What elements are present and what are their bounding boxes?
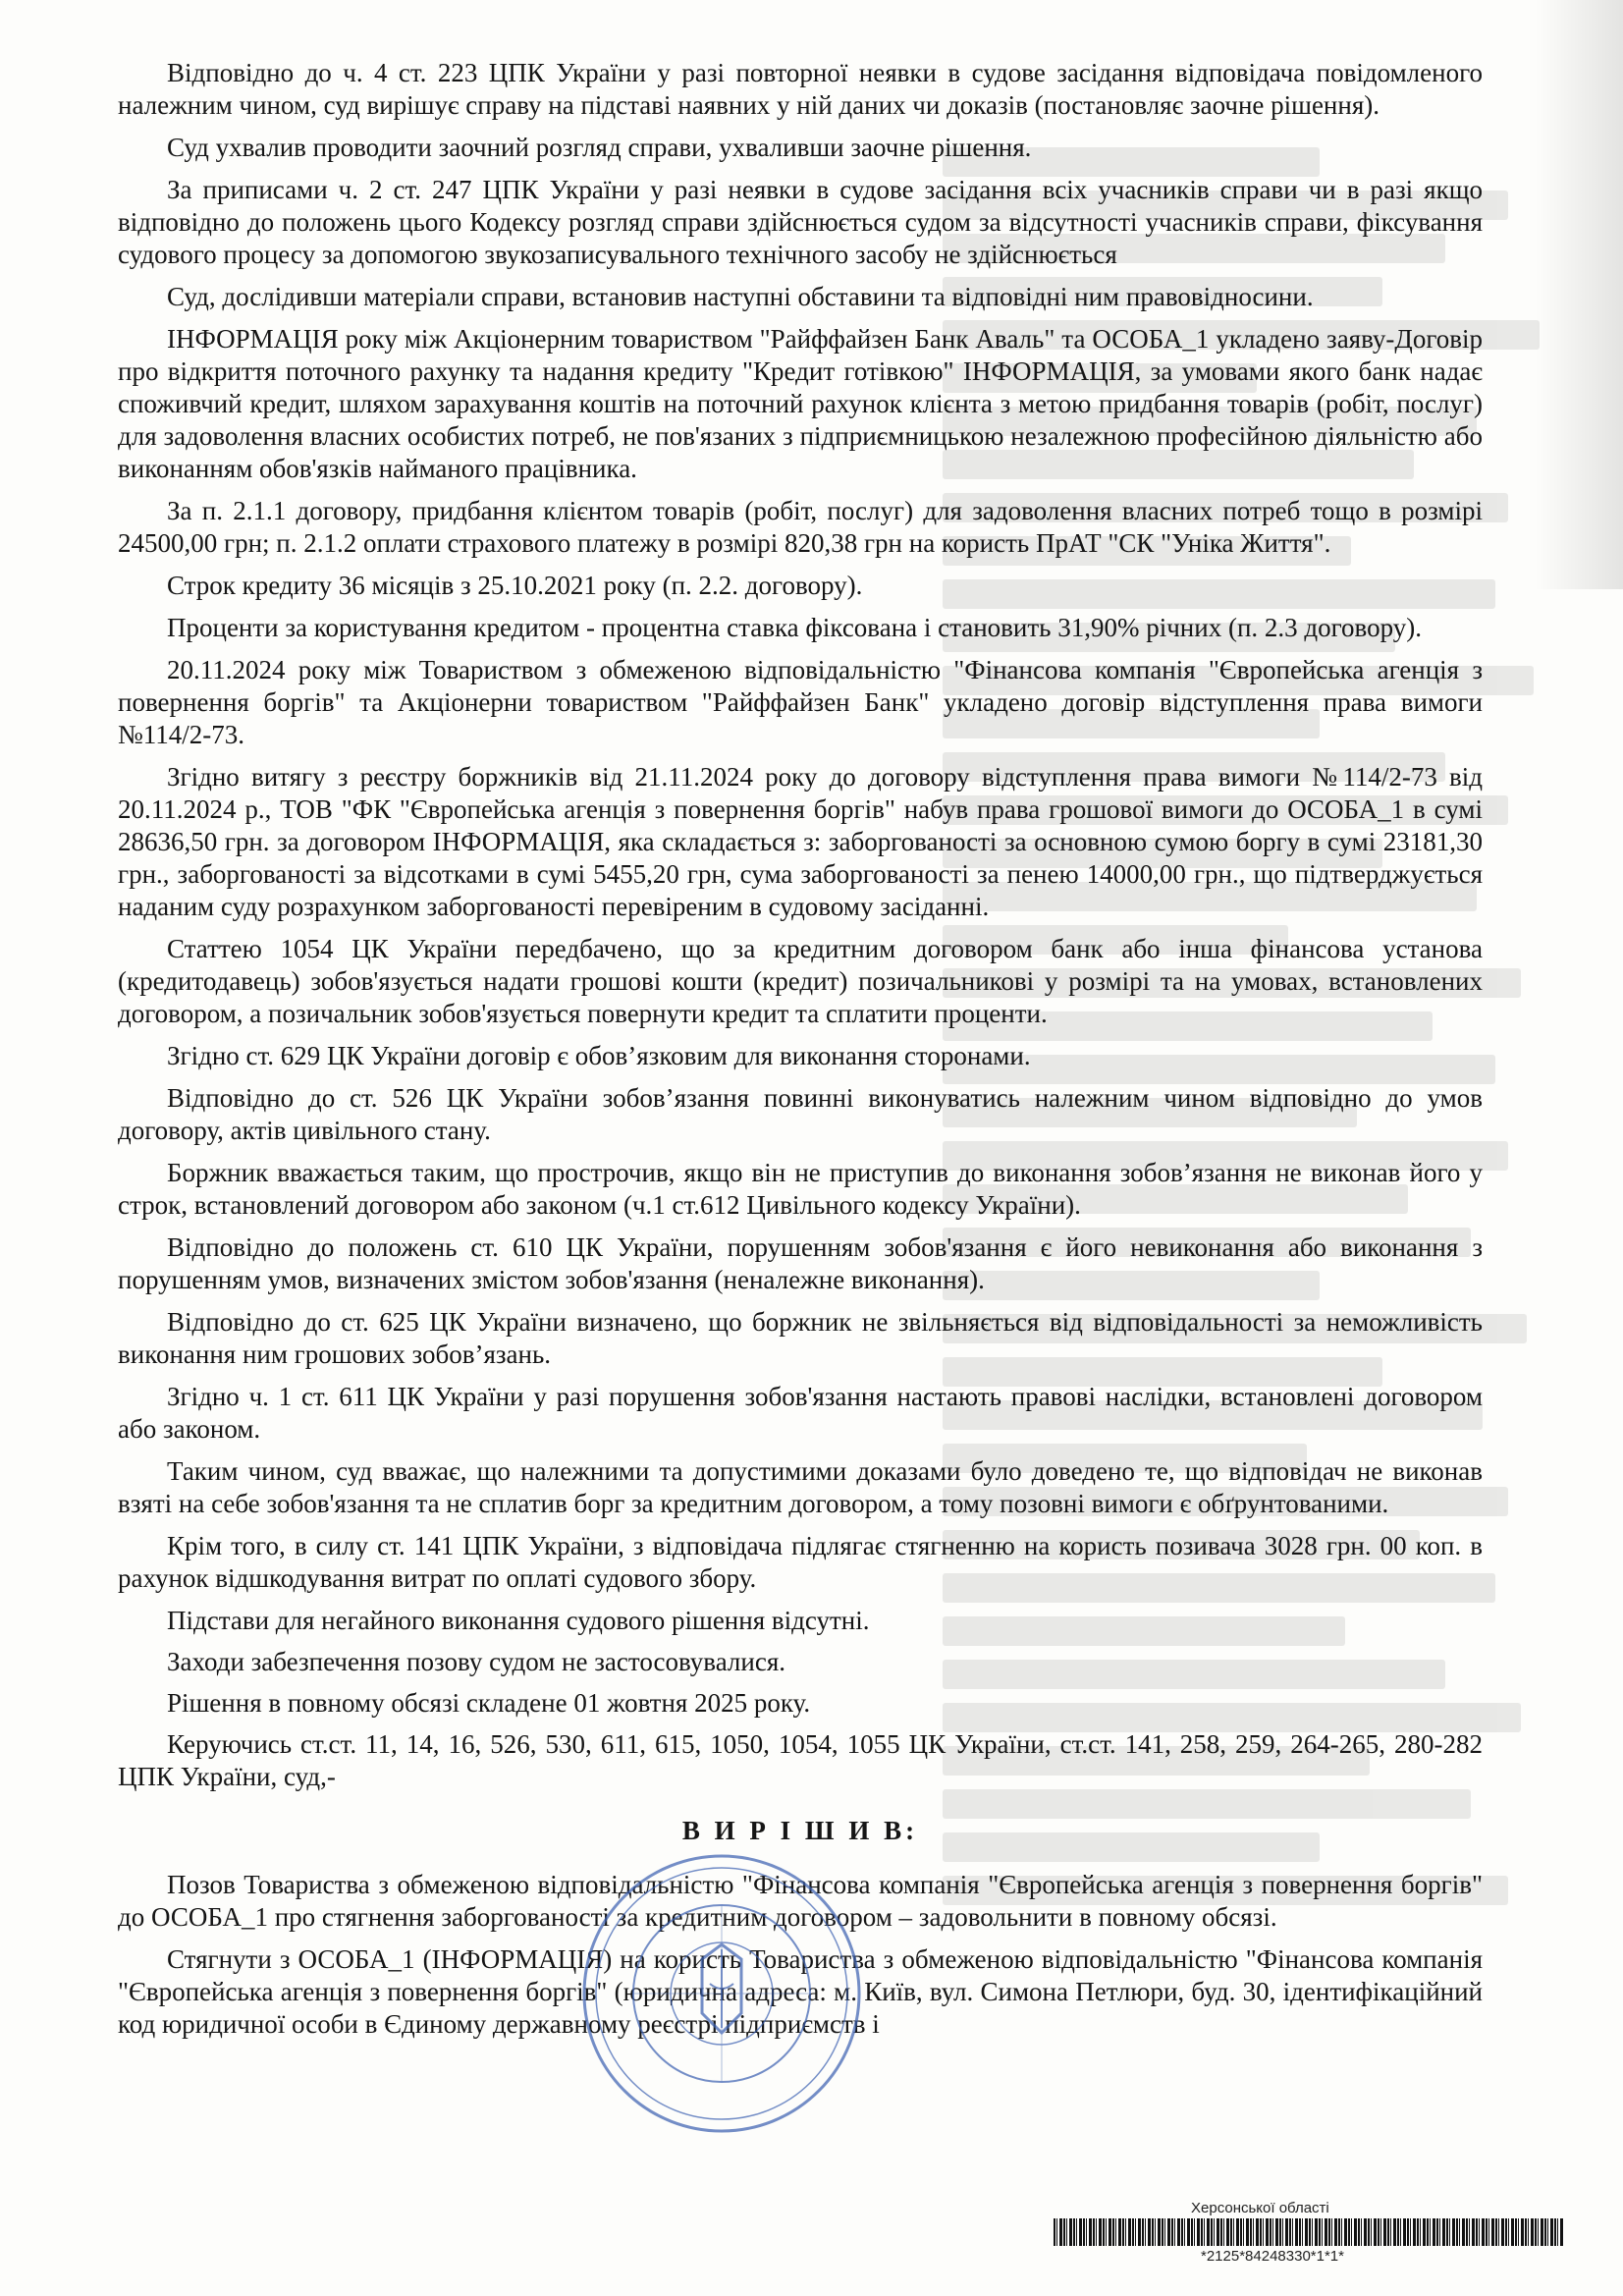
page-fold-shadow (1535, 0, 1623, 589)
paragraph: Суд ухвалив проводити заочний розгляд справи, ухваливши заочне рішення. (167, 133, 1032, 162)
paragraph: Згідно ч. 1 ст. 611 ЦК України у разі порушення зобов'язання настають правові наслідки, встановлені договором або законом. (118, 1382, 1483, 1444)
paragraph: За п. 2.1.1 договору, придбання клієнтом товарів (робіт, послуг) для задоволення власних потреб тощо в розмірі 24500,00 грн; п. 2.1.2 оплати страхового платежу в розмірі 820,38 грн на користь ПрАТ "СК "Уніка Життя". (118, 496, 1483, 558)
paragraph: Статтею 1054 ЦК України передбачено, що за кредитним договором банк або інша фінансова установа (кредитодавець) зобов'язується надати грошові кошти (кредит) позичальникові у розмірі та на умовах, встановлених договором, а позичальник зобов'язується повернути кредит та сплатити проценти. (118, 934, 1483, 1028)
paragraph: 20.11.2024 року між Товариством з обмеженою відповідальністю "Фінансова компанія "Європейська агенція з повернення боргів" та Акціонерни товариством "Райффайзен Банк" укладено договір відступлення права вимоги №114/2-73. (118, 655, 1483, 749)
paragraph: Строк кредиту 36 місяців з 25.10.2021 року (п. 2.2. договору). (167, 571, 863, 600)
paragraph: Таким чином, суд вважає, що належними та допустимими доказами було доведено те, що відповідач не виконав взяті на себе зобов'язання та не сплатив борг за кредитним договором, а тому позовні вимоги є обґрунтованими. (118, 1456, 1483, 1518)
paragraph: Відповідно до ст. 625 ЦК України визначено, що боржник не звільняється від відповідальності за неможливість виконання ним грошових зобов’язань. (118, 1307, 1483, 1369)
paragraph: ІНФОРМАЦІЯ року між Акціонерним товариством "Райффайзен Банк Аваль" та ОСОБА_1 укладено заяву-Договір про відкриття поточного рахунку та надання кредиту "Кредит готівкою" ІНФОРМАЦІЯ, за умовами якого банк надає споживчий кредит, шляхом зарахування коштів на поточний рахунок клієнта з метою придбання товарів (робіт, послуг) для задоволення власних особистих потреб, не пов'язаних з підприємницькою незалежною професійною діяльністю або виконанням обов'язків найманого працівника. (118, 324, 1483, 483)
paragraph: Заходи забезпечення позову судом не застосовувалися. (167, 1647, 785, 1676)
paragraph: Суд, дослідивши матеріали справи, встановив наступні обставини та відповідні ним правовідносини. (167, 282, 1314, 311)
paragraph: Відповідно до ч. 4 ст. 223 ЦПК України у разі повторної неявки в судове засідання відповідача повідомленого належним чином, суд вирішує справу на підставі наявних у ній даних чи доказів (постановляє заочне рішення). (118, 58, 1483, 120)
barcode-number: *2125*84248330*1*1* (1201, 2248, 1344, 2265)
paragraph: Згідно витягу з реєстру боржників від 21.11.2024 року до договору відступлення права вимоги №114/2-73 від 20.11.2024 р., ТОВ "ФК "Європейська агенція з повернення боргів" набув права грошової вимоги до ОСОБА_1 в сумі 28636,50 грн. за договором ІНФОРМАЦІЯ, яка складається з: заборгованості за основною сумою боргу в сумі 23181,30 грн., заборгованості за відсотками в сумі 5455,20 грн, сума заборгованості за пенею 14000,00 грн., що підтверджується наданим суду розрахунком заборгованості перевіреним в судовому засіданні. (118, 762, 1483, 921)
paragraph: Відповідно до ст. 526 ЦК України зобов’язання повинні виконуватись належним чином відповідно до умов договору, актів цивільного стану. (118, 1083, 1483, 1145)
barcode (1054, 2218, 1564, 2246)
paragraph: Стягнути з ОСОБА_1 (ІНФОРМАЦІЯ) на користь Товариства з обмеженою відповідальністю "Фінансова компанія "Європейська агенція з повернення боргів" (юридична адреса: м. Київ, вул. Симона Петлюри, буд. 30, ідентифікаційний код юридичної особи в Єдиному державному реєстрі підприємств і (118, 1944, 1483, 2039)
decision-heading: В И Р І Ш И В: (681, 1816, 919, 1845)
decision-text (118, 57, 1483, 2050)
paragraph: Керуючись ст.ст. 11, 14, 16, 526, 530, 611, 615, 1050, 1054, 1055 ЦК України, ст.ст. 141, 258, 259, 264-265, 280-282 ЦПК України, суд,- (118, 1729, 1483, 1791)
paragraph: Проценти за користування кредитом - процентна ставка фіксована і становить 31,90% річних (п. 2.3 договору). (167, 613, 1422, 642)
paragraph: Крім того, в силу ст. 141 ЦПК України, з відповідача підлягає стягненню на користь позивача 3028 грн. 00 коп. в рахунок відшкодування витрат по оплаті судового збору. (118, 1531, 1483, 1593)
paragraph: Відповідно до положень ст. 610 ЦК України, порушенням зобов'язання є його невиконання або виконання з порушенням умов, визначених змістом зобов'язання (неналежне виконання). (118, 1232, 1483, 1294)
paragraph: Згідно ст. 629 ЦК України договір є обов’язковим для виконання сторонами. (167, 1041, 1031, 1070)
court-seal-stamp (574, 1846, 869, 2141)
paragraph: Підстави для негайного виконання судового рішення відсутні. (167, 1606, 870, 1635)
paragraph: За приписами ч. 2 ст. 247 ЦПК України у разі неявки в судове засідання всіх учасників справи чи в разі якщо відповідно до положень цього Кодексу розгляд справи здійснюється судом за відсутності учасників справи, фіксування судового процесу за допомогою звукозаписувального технічного засобу не здійснюється (118, 175, 1483, 269)
paragraph: Боржник вважається таким, що прострочив, якщо він не приступив до виконання зобов’язання не виконав його у строк, встановлений договором або законом (ч.1 ст.612 Цивільного кодексу України). (118, 1158, 1483, 1220)
court-region-label: Херсонської області (1191, 2200, 1329, 2216)
paragraph: Позов Товариства з обмеженою відповідальністю "Фінансова компанія "Європейська агенція з повернення боргів" до ОСОБА_1 про стягнення заборгованості за кредитним договором – задовольнити в повному обсязі. (118, 1870, 1483, 1932)
footer-barcode-block (1054, 2200, 1564, 2265)
paragraph: Рішення в повному обсязі складене 01 жовтня 2025 року. (167, 1688, 811, 1718)
